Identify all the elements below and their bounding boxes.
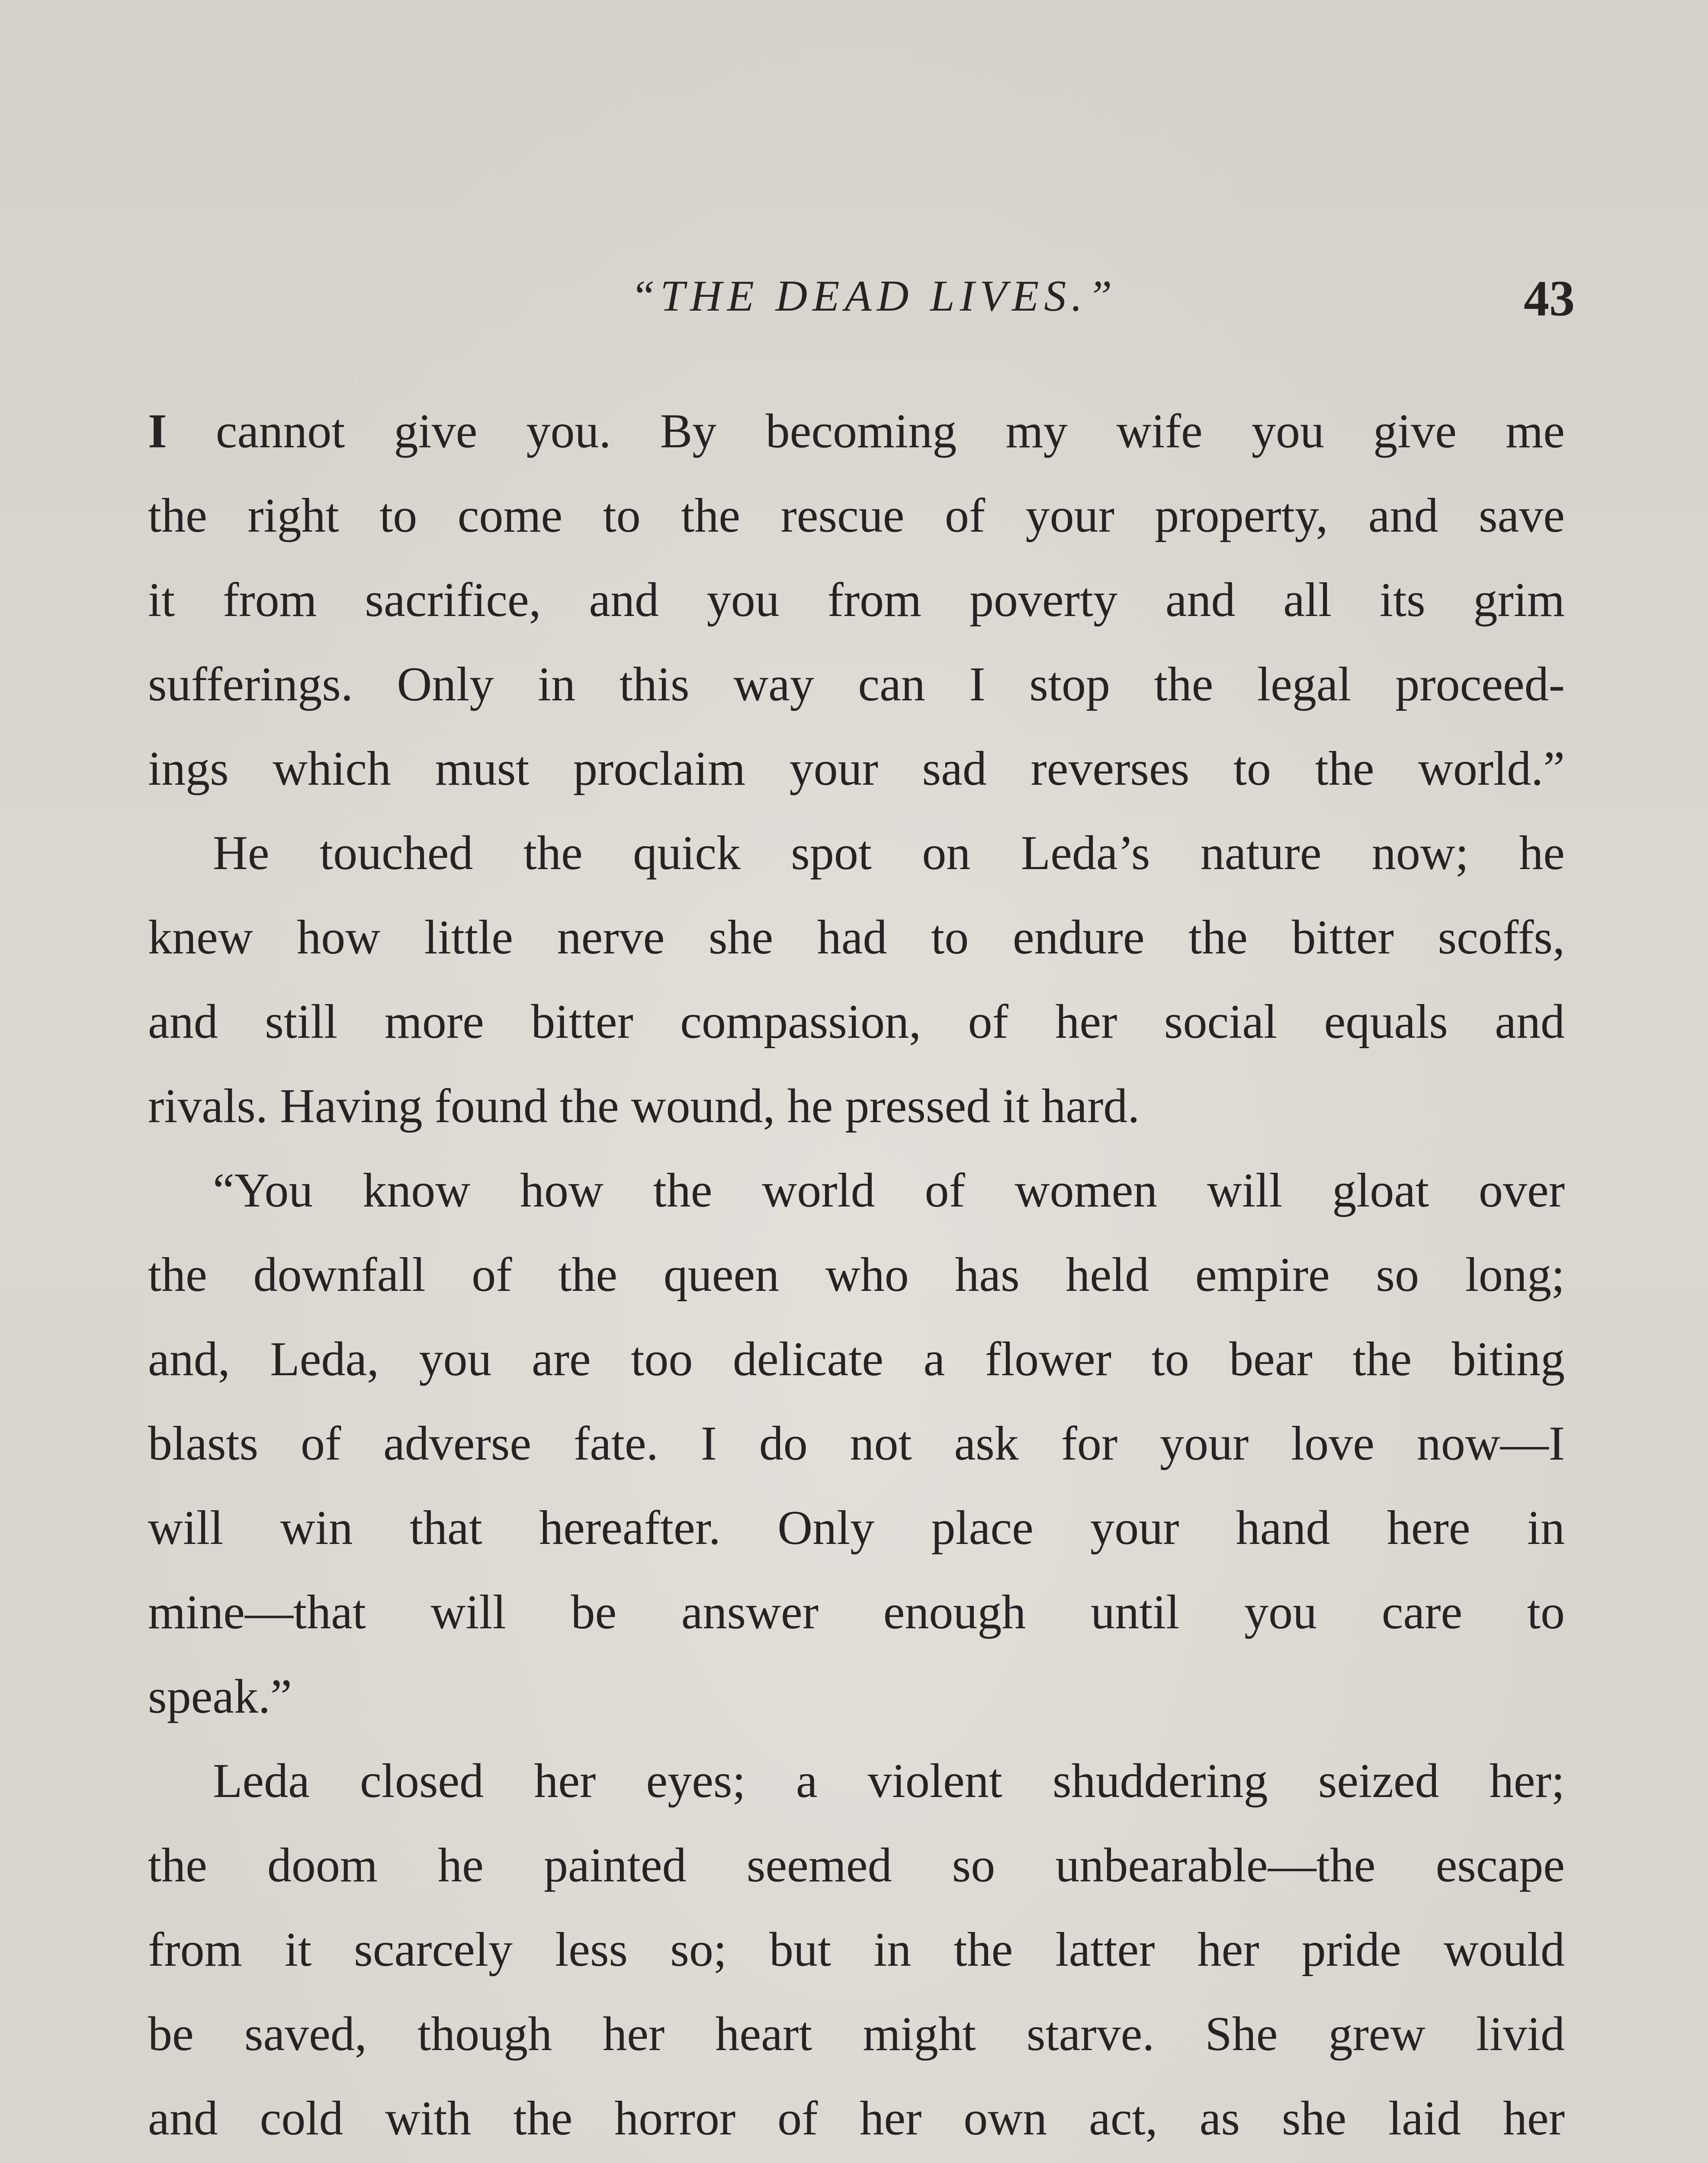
page-number: 43 <box>1524 270 1575 327</box>
text-line: mine—that will be answer enough until you care to <box>148 1585 1565 1639</box>
text-line: and, Leda, you are too delicate a flower to bear the biting <box>148 1332 1565 1386</box>
text-line: be saved, though her heart might starve. She grew livid <box>148 2007 1565 2061</box>
text-line: and still more bitter compassion, of her social equals and <box>148 995 1565 1049</box>
text-line: ings which must proclaim your sad reverses to the world.” <box>148 742 1565 796</box>
text-line: speak.” <box>148 1670 292 1723</box>
running-title: “THE DEAD LIVES.” <box>630 272 1117 321</box>
text-line: I cannot give you. By becoming my wife you give me <box>148 404 1565 458</box>
text-line: it from sacrifice, and you from poverty and all its grim <box>148 573 1565 627</box>
page-body-text <box>148 389 1565 2163</box>
text-line: the downfall of the queen who has held empire so long; <box>148 1248 1565 1302</box>
text-line: sufferings. Only in this way can I stop the legal proceed- <box>148 658 1565 711</box>
text-line: Leda closed her eyes; a violent shuddering seized her; <box>213 1754 1565 1808</box>
text-line: the doom he painted seemed so unbearable—the escape <box>148 1839 1565 1892</box>
text-line: “You know how the world of women will gloat over <box>213 1164 1565 1217</box>
text-line: He touched the quick spot on Leda’s nature now; he <box>213 826 1565 880</box>
text-line: the right to come to the rescue of your property, and save <box>148 489 1565 542</box>
text-line: rivals. Having found the wound, he pressed it hard. <box>148 1079 1140 1133</box>
text-line: will win that hereafter. Only place your hand here in <box>148 1501 1565 1555</box>
text-line <box>148 2161 1565 2163</box>
text-line: knew how little nerve she had to endure the bitter scoffs, <box>148 911 1565 964</box>
text-line: from it scarcely less so; but in the latter her pride would <box>148 1923 1565 1977</box>
text-line: blasts of adverse fate. I do not ask for your love now—I <box>148 1417 1565 1470</box>
opening-letter: I <box>148 404 167 458</box>
text-line: and cold with the horror of her own act, as she laid her <box>148 2092 1565 2145</box>
